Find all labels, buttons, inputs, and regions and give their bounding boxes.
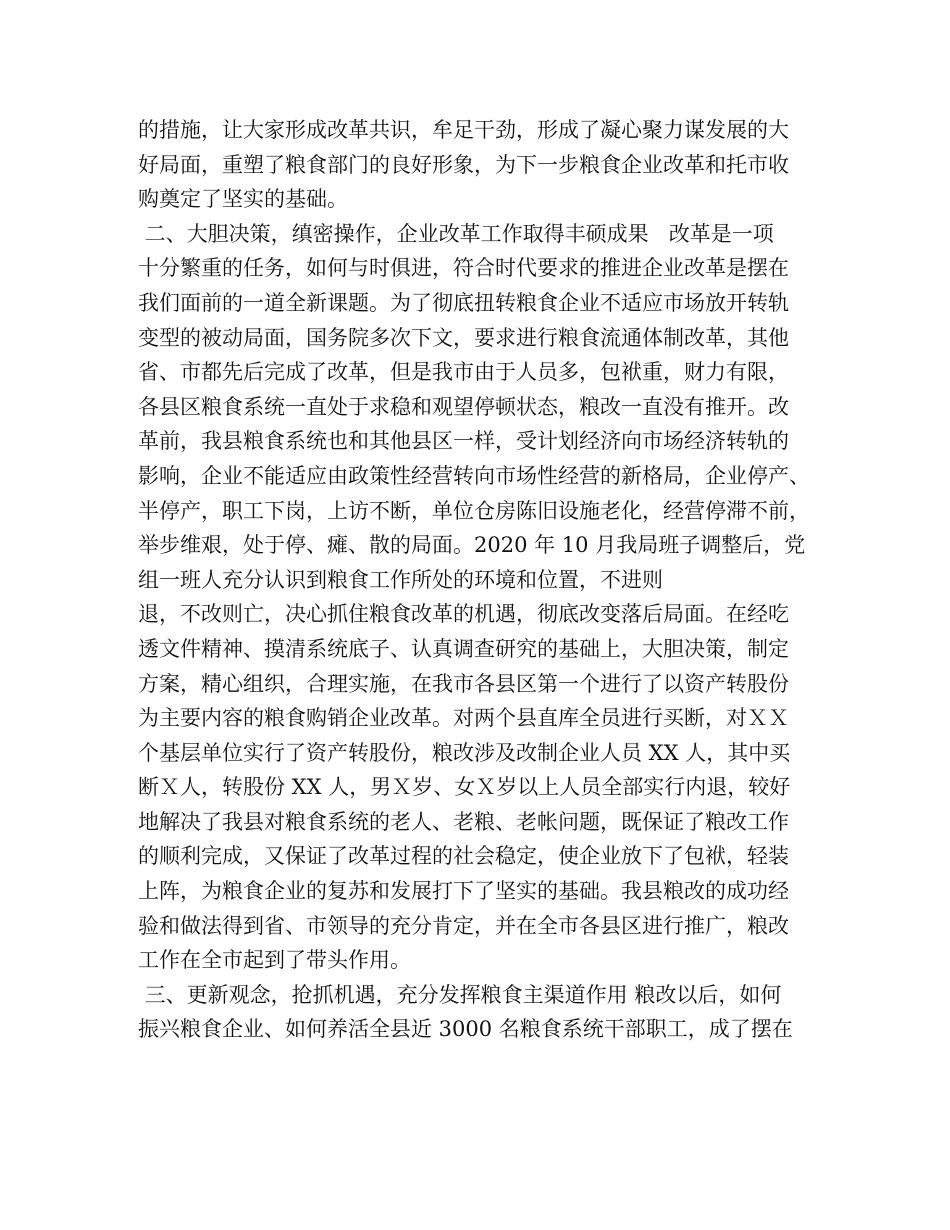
- text-line: 革前，我县粮食系统也和其他县区一样，受计划经济向市场经济转轨的: [138, 429, 789, 454]
- body-text: [138, 113, 828, 1047]
- text-line: 断Ｘ人，转股份 XX 人，男Ｘ岁、女Ｘ岁以上人员全部实行内退，较好: [138, 775, 791, 800]
- text-line: 十分繁重的任务，如何与时俱进，符合时代要求的推进企业改革是摆在: [138, 256, 789, 281]
- text-line: 购奠定了坚实的基础。: [138, 187, 348, 212]
- section-heading-line: 三、更新观念，抢抓机遇，充分发挥粮食主渠道作用 粮改以后，如何: [138, 982, 782, 1007]
- text-line: 我们面前的一道全新课题。为了彻底扭转粮食企业不适应市场放开转轨: [138, 290, 789, 315]
- text-line: 好局面，重塑了粮食部门的良好形象，为下一步粮食企业改革和托市收: [138, 152, 789, 177]
- text-line: 半停产，职工下岗，上访不断，单位仓房陈旧设施老化，经营停滞不前，: [138, 498, 810, 523]
- text-line: 的顺利完成，又保证了改革过程的社会稳定，使企业放下了包袱，轻装: [138, 844, 789, 869]
- text-line: 组一班人充分认识到粮食工作所处的环境和位置，不进则: [138, 567, 663, 592]
- text-line: 各县区粮食系统一直处于求稳和观望停顿状态，粮改一直没有推开。改: [138, 394, 789, 419]
- text-line: 透文件精神、摸清系统底子、认真调查研究的基础上，大胆决策，制定: [138, 636, 789, 661]
- text-line: 验和做法得到省、市领导的充分肯定，并在全市各县区进行推广，粮改: [138, 913, 789, 938]
- text-line: 举步维艰，处于停、瘫、散的局面。2020 年 10 月我局班子调整后，党: [138, 533, 806, 558]
- text-line: 影响，企业不能适应由政策性经营转向市场性经营的新格局，企业停产、: [138, 463, 810, 488]
- text-line: 振兴粮食企业、如何养活全县近 3000 名粮食系统干部职工，成了摆在: [138, 1017, 793, 1042]
- text-line: 个基层单位实行了资产转股份，粮改涉及改制企业人员 XX 人，其中买: [138, 740, 791, 765]
- text-line: 省、市都先后完成了改革，但是我市由于人员多，包袱重，财力有限，: [138, 360, 789, 385]
- text-line: 方案，精心组织，合理实施，在我市各县区第一个进行了以资产转股份: [138, 671, 789, 696]
- section-heading-line: 二、大胆决策，缜密操作，企业改革工作取得丰硕成果 改革是一项: [138, 221, 774, 246]
- text-line: 退，不改则亡，决心抓住粮食改革的机遇，彻底改变落后局面。在经吃: [138, 602, 789, 627]
- text-line: 地解决了我县对粮食系统的老人、老粮、老帐问题，既保证了粮改工作: [138, 809, 789, 834]
- text-line: 上阵，为粮食企业的复苏和发展打下了坚实的基础。我县粮改的成功经: [138, 879, 789, 904]
- text-line: 的措施，让大家形成改革共识，牟足干劲，形成了凝心聚力谋发展的大: [138, 118, 789, 142]
- text-line: 变型的被动局面，国务院多次下文，要求进行粮食流通体制改革，其他: [138, 325, 789, 350]
- text-line: 为主要内容的粮食购销企业改革。对两个县直库全员进行买断，对ＸＸ: [138, 706, 789, 731]
- text-line: 工作在全市起到了带头作用。: [138, 948, 411, 973]
